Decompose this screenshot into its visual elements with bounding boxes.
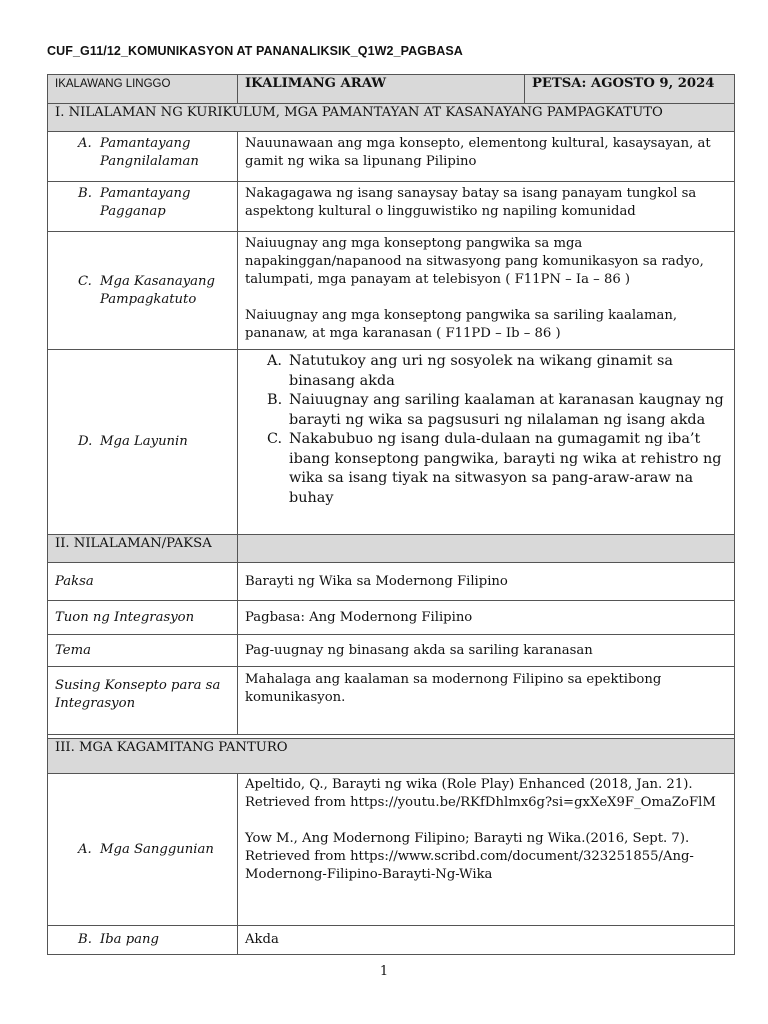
content-cell: Pag-uugnay ng binasang akda sa sariling karanasan [238, 635, 735, 667]
label-cell: Paksa [48, 563, 238, 601]
row-sanggunian [48, 774, 735, 926]
row-pamantayang-pagganap [48, 182, 735, 232]
reference-2: Yow M., Ang Modernong Filipino; Barayti ng Wika.(2016, Sept. 7). Retrieved from https://www.scribd.com/document/323251855/Ang-Modernong-Filipino-Barayti-Ng-Wika [245, 831, 694, 882]
section-2-title: II. NILALAMAN/PAKSA [48, 535, 238, 563]
row-label: Pamantayang Pangnilalaman [100, 136, 199, 169]
objective-item: B. Naiuugnay ang sariling kaalaman at karanasan kaugnay ng barayti ng wika sa pagsusuri ng nilalaman ng isang akda [267, 392, 724, 428]
row-letter: A. [78, 841, 92, 857]
label-cell [48, 132, 238, 182]
label-cell [48, 774, 238, 926]
row-letter: B. [78, 932, 92, 947]
row-label: Mga Layunin [100, 434, 188, 449]
content-cell: Nakagagawa ng isang sanaysay batay sa isang panayam tungkol sa aspektong kultural o lingguwistiko ng napiling komunidad [238, 182, 735, 232]
row-pamantayang-pangnilalaman [48, 132, 735, 182]
objectives-cell [238, 350, 735, 535]
row-label: Pamantayang Pagganap [100, 186, 191, 219]
reference-1: Apeltido, Q., Barayti ng wika (Role Play) Enhanced (2018, Jan. 21). Retrieved from https://youtu.be/RKfDhlmx6g?si=gxXeX9F_OmaZoFlM [245, 777, 716, 810]
row-susing-konsepto [48, 667, 735, 735]
content-cell: Pagbasa: Ang Modernong Filipino [238, 601, 735, 635]
label-cell: Tuon ng Integrasyon [48, 601, 238, 635]
row-letter: C. [78, 273, 92, 289]
page-number: 1 [379, 964, 389, 979]
section-3-header [48, 739, 735, 774]
section-2-header [48, 535, 735, 563]
content-cell: Mahalaga ang kaalaman sa modernong Filipino sa epektibong komunikasyon. [238, 667, 735, 735]
document-title: CUF_G11/12_KOMUNIKASYON AT PANANALIKSIK_Q1W2_PAGBASA [47, 44, 463, 58]
date-cell: PETSA: AGOSTO 9, 2024 [525, 75, 735, 104]
row-label: Mga Sanggunian [100, 841, 214, 857]
section-1-header [48, 104, 735, 132]
objectives-list [267, 352, 727, 508]
row-tuon [48, 601, 735, 635]
row-letter: D. [78, 434, 93, 449]
day-cell: IKALIMANG ARAW [238, 75, 525, 104]
row-iba-pang [48, 926, 735, 955]
label-cell [48, 182, 238, 232]
content-cell [238, 232, 735, 350]
header-row [48, 75, 735, 104]
references-cell [238, 774, 735, 926]
section-2-blank [238, 535, 735, 563]
row-paksa [48, 563, 735, 601]
section-3-title: III. MGA KAGAMITANG PANTURO [48, 739, 735, 774]
row-letter: A. [78, 136, 92, 151]
label-cell [48, 926, 238, 955]
content-cell: Barayti ng Wika sa Modernong Filipino [238, 563, 735, 601]
row-kasanayang-pampagkatuto [48, 232, 735, 350]
objective-item: A. Natutukoy ang uri ng sosyolek na wikang ginamit sa binasang akda [267, 353, 673, 389]
lesson-plan-table [47, 74, 735, 955]
label-cell: Susing Konsepto para sa Integrasyon [48, 667, 238, 735]
week-cell: IKALAWANG LINGGO [48, 75, 238, 104]
row-label: Mga Kasanayang Pampagkatuto [100, 273, 215, 307]
section-1-title: I. NILALAMAN NG KURIKULUM, MGA PAMANTAYAN AT KASANAYANG PAMPAGKATUTO [48, 104, 735, 132]
competency-2: Naiuugnay ang mga konseptong pangwika sa sariling kaalaman, pananaw, at mga karanasan ( F11PD – Ib – 86 ) [245, 308, 678, 341]
label-cell: Tema [48, 635, 238, 667]
label-cell [48, 232, 238, 350]
competency-1: Naiuugnay ang mga konseptong pangwika sa mga napakinggan/napanood na sitwasyong pang komunikasyon sa radyo, talumpati, mga panayam at telebisyon ( F11PN – Ia – 86 ) [245, 236, 704, 287]
objective-item: C. Nakabubuo ng isang dula-dulaan na gumagamit ng iba’t ibang konseptong pangwika, barayti ng wika at rehistro ng wika sa isang tiyak na sitwasyon sa pang-araw-araw na buhay [267, 431, 722, 506]
content-cell: Akda [238, 926, 735, 955]
content-cell: Nauunawaan ang mga konsepto, elementong kultural, kasaysayan, at gamit ng wika sa lipunang Pilipino [238, 132, 735, 182]
row-label: Iba pang [100, 932, 159, 947]
label-cell [48, 350, 238, 535]
row-layunin [48, 350, 735, 535]
row-tema [48, 635, 735, 667]
row-letter: B. [78, 186, 92, 201]
